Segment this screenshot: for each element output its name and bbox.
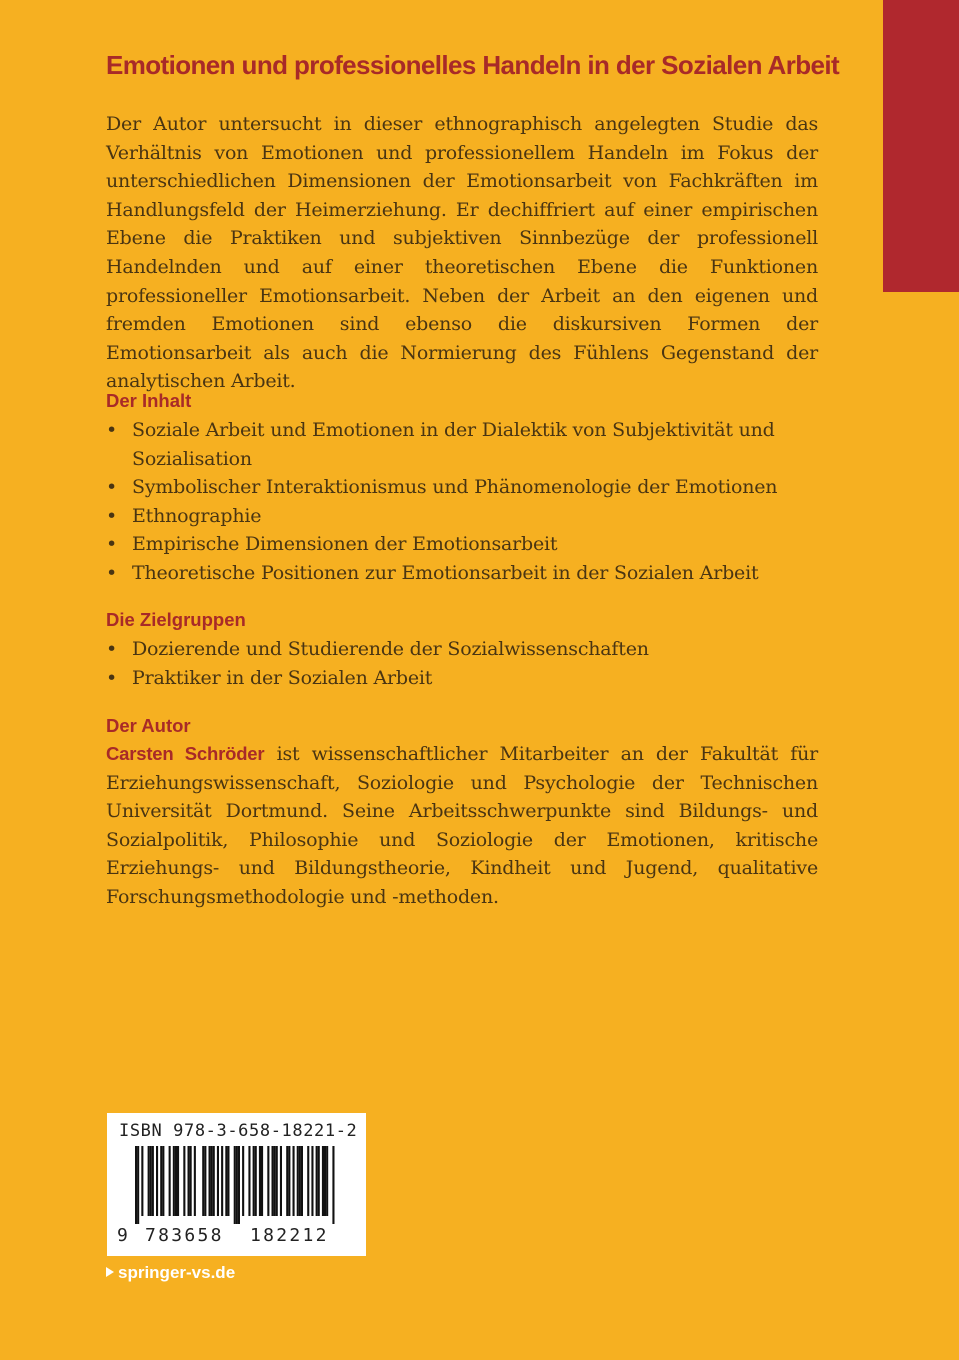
book-description: Der Autor untersucht in dieser ethnographisch angelegten Studie das Verhältnis von Emotionen und professionellem Handeln im Fokus der unterschiedlichen Dimensionen der Emotionsarbeit von Fachkräften im Handlungsfeld der Heimerziehung. Er dechiffriert auf einer empirischen Ebene die Praktiken und subjektiven Sinnbezüge der professionell Handelnden und auf einer theoretischen Ebene die Funktionen professioneller Emotionsarbeit. Neben der Arbeit an den eigenen und fremden Emotionen sind ebenso die diskursiven Formen der Emotionsarbeit als auch die Normierung des Fühlens Gegenstand der analytischen Arbeit. — [106, 113, 818, 393]
barcode-bar — [148, 1146, 150, 1216]
barcode-bar — [324, 1146, 326, 1216]
barcode-bar — [274, 1146, 276, 1216]
barcode-bar — [211, 1146, 213, 1216]
barcode-bar — [156, 1146, 158, 1216]
website-label: springer-vs.de — [118, 1263, 236, 1282]
barcode-bar — [293, 1146, 295, 1216]
barcode-bar — [150, 1146, 152, 1216]
barcode-bar — [137, 1146, 139, 1224]
barcode-bar — [175, 1146, 177, 1216]
barcode-bar — [301, 1146, 303, 1216]
barcode-bar — [297, 1146, 299, 1216]
barcode-bar — [261, 1146, 263, 1216]
barcode-bar — [225, 1146, 227, 1216]
barcode-bar — [248, 1146, 250, 1216]
barcode-bar — [307, 1146, 309, 1216]
barcode-bar — [311, 1146, 313, 1216]
ean-first-digit: 9 — [117, 1225, 128, 1246]
author-bio — [106, 740, 818, 912]
barcode-bar — [259, 1146, 261, 1216]
barcode-bar — [322, 1146, 324, 1216]
ean-right-digits: 182212 — [250, 1225, 329, 1246]
list-item: • Dozierende und Studierende der Sozialwissenschaften — [106, 635, 818, 664]
barcode-bar — [316, 1146, 318, 1216]
barcode-bar — [276, 1146, 278, 1216]
barcode-bar — [190, 1146, 192, 1216]
barcode-icon — [135, 1146, 341, 1224]
barcode-bar — [332, 1146, 334, 1224]
list-item: • Theoretische Positionen zur Emotionsarbeit in der Sozialen Arbeit — [106, 559, 818, 588]
barcode-bar — [238, 1146, 240, 1224]
barcode-bar — [194, 1146, 196, 1216]
barcode-bar — [236, 1146, 238, 1224]
barcode-bar — [221, 1146, 223, 1216]
barcode-bar — [209, 1146, 211, 1216]
barcode-bar — [299, 1146, 301, 1216]
contents-heading: Der Inhalt — [106, 390, 192, 411]
list-item: • Empirische Dimensionen der Emotionsarbeit — [106, 530, 818, 559]
isbn-barcode — [107, 1113, 366, 1256]
audience-list — [106, 635, 818, 692]
barcode-bar — [183, 1146, 185, 1216]
barcode-bar — [217, 1146, 219, 1216]
barcode-bar — [160, 1146, 162, 1216]
audience-heading: Die Zielgruppen — [106, 609, 246, 630]
barcode-bar — [141, 1146, 143, 1216]
barcode-bar — [267, 1146, 269, 1216]
list-item: • Ethnographie — [106, 502, 818, 531]
barcode-bar — [188, 1146, 190, 1216]
author-name: Carsten Schröder — [106, 743, 265, 764]
list-item: • Praktiker in der Sozialen Arbeit — [106, 664, 818, 693]
barcode-bar — [288, 1146, 290, 1216]
list-item: • Symbolischer Interaktionismus und Phänomenologie der Emotionen — [106, 473, 818, 502]
barcode-bar — [227, 1146, 229, 1216]
list-item: • Soziale Arbeit und Emotionen in der Dialektik von Subjektivität und Sozialisation — [106, 416, 818, 473]
author-heading: Der Autor — [106, 715, 191, 736]
corner-color-tab — [883, 0, 959, 292]
arrow-right-icon — [106, 1267, 114, 1277]
barcode-bar — [152, 1146, 154, 1216]
barcode-bar — [272, 1146, 274, 1216]
barcode-bar — [202, 1146, 204, 1216]
contents-list — [106, 416, 818, 588]
barcode-bar — [135, 1146, 137, 1224]
barcode-bar — [286, 1146, 288, 1216]
barcode-bar — [255, 1146, 257, 1216]
barcode-bar — [318, 1146, 320, 1216]
author-bio-text: ist wissenschaftlicher Mitarbeiter an der Fakultät für Erziehungswissenschaft, Soziologie und Psychologie der Technischen Universität Dortmund. Seine Arbeitsschwerpunkte sind Bildungs- und Sozialpolitik, Philosophie und Soziologie der Emotionen, kritische Erziehungs- und Bildungstheorie, Kindheit und Jugend, qualitative Forschungsmethodologie und -methoden. — [106, 743, 818, 908]
barcode-bar — [234, 1146, 236, 1224]
barcode-bar — [169, 1146, 171, 1216]
barcode-bar — [280, 1146, 282, 1216]
isbn-number: ISBN 978-3-658-18221-2 — [119, 1121, 358, 1141]
barcode-bar — [213, 1146, 215, 1216]
barcode-bar — [326, 1146, 328, 1216]
barcode-bar — [242, 1146, 244, 1216]
barcode-bar — [173, 1146, 175, 1216]
barcode-bar — [162, 1146, 164, 1216]
ean-left-digits: 783658 — [145, 1225, 224, 1246]
barcode-bar — [204, 1146, 206, 1216]
barcode-bar — [177, 1146, 179, 1216]
barcode-bar — [253, 1146, 255, 1216]
book-title: Emotionen und professionelles Handeln in der Sozialen Arbeit — [106, 50, 840, 80]
publisher-website — [106, 1262, 235, 1284]
